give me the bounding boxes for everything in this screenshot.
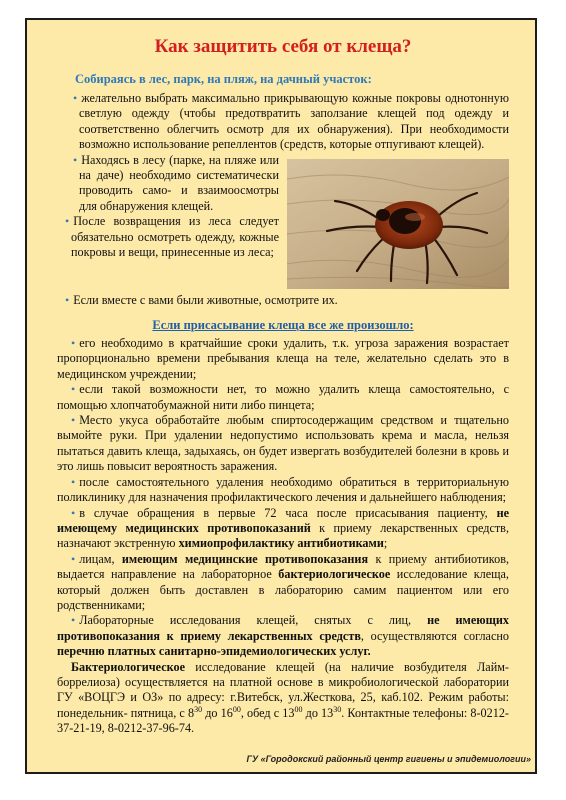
blue-dot-icon: • xyxy=(71,474,76,489)
intro-item-self-check: • Находясь в лесу (парке, на пляже или на даче) необходимо систематически проводить само- и взаимоосмотры для обнаружения клещей. xyxy=(73,152,279,213)
blue-dot-icon: • xyxy=(71,551,76,566)
intro-subtitle: Собираясь в лес, парк, на пляж, на дачный участок: xyxy=(75,72,372,86)
document-content xyxy=(57,36,509,737)
step-lab-referral: • лицам, имеющим медицинские противопоказания к приему антибиотиков, выдается направление на лабораторное бактериологическое исследование клеща, который должен быть доставлен в лабораторию самим пациентом или его родственниками; xyxy=(57,551,509,612)
step-paid-lab: • Лабораторные исследования клещей, снятых с лиц, не имеющих противопоказания к приему лекарственных средств, осуществляются согласно перечню платных санитарно-эпидемиологических услуг. xyxy=(57,613,509,659)
step-remove: • его необходимо в кратчайшие сроки удалить, т.к. угроза заражения возрастает пропорционально времени пребывания клеща на теле, желательно сделать это в медицинском учреждении; xyxy=(57,336,509,381)
blue-dot-icon: • xyxy=(71,505,76,520)
blue-dot-icon: • xyxy=(71,336,76,351)
step-prophylaxis: • в случае обращения в первые 72 часа после присасывания пациенту, не имеющему медицинских противопоказаний к приему лекарственных средств, назначают экстренную химиопрофилактику антибиотиками; xyxy=(57,505,509,551)
blue-dot-icon: • xyxy=(71,382,76,397)
page-title: Как защитить себя от клеща? xyxy=(154,36,412,57)
step-self-remove: • если такой возможности нет, то можно удалить клеща самостоятельно, с помощью хлопчатобумажной нити либо пинцета; xyxy=(57,382,509,412)
document-page xyxy=(25,18,537,774)
blue-dot-icon: • xyxy=(65,214,70,229)
step-clinic: • после самостоятельного удаления необходимо обратиться в территориальную поликлинику для назначения профилактического лечения и дальнейшего наблюдения; xyxy=(57,474,509,505)
section-heading: Если присасывание клеща все же произошло: xyxy=(152,318,414,333)
tick-photo xyxy=(287,159,509,289)
intro-item-after-forest: • После возвращения из леса следует обязательно осмотреть одежду, кожные покровы и вещи, принесенные из леса; xyxy=(65,214,279,260)
step-disinfect: • Место укуса обработайте любым спиртосодержащим средством и тщательно вымойте руки. При удалении недопустимо использовать крема и масла, нельзя пытаться давить клеща, задыхаясь, он будет извергать возбудителей болезни в кровь и это лишь повысит вероятность заражения. xyxy=(57,413,509,474)
blue-dot-icon: • xyxy=(65,292,70,307)
blue-dot-icon: • xyxy=(73,152,78,167)
intro-item-animals: • Если вместе с вами были животные, осмотрите их. xyxy=(65,292,338,307)
blue-dot-icon: • xyxy=(73,91,78,105)
blue-dot-icon: • xyxy=(71,613,76,628)
footer-organization: ГУ «Городокский районный центр гигиены и эпидемиологии» xyxy=(246,754,531,764)
blue-dot-icon: • xyxy=(71,413,76,428)
bacterio-info: Бактериологическое исследование клещей (на наличие возбудителя Лайм-боррелиоза) осуществляется на платной основе в микробиологической лаборатории ГУ «ВОЦГЭ и ОЗ» по адресу: г.Витебск, ул.Жесткова, 25, каб.102. Режим работы: понедельник- пятница, с $8^{30}$ до $16^{00}$, обед с $13^{00}$ до $13^{30}$. Контактные телефоны: 8-0212-37-21-19, 8-0212-37-96-74. xyxy=(57,659,509,736)
intro-item-clothes: • желательно выбрать максимально прикрывающую кожные покровы однотонную светлую одежду (чтобы предотвратить заползание клещей под одежду и соответственно облегчить осмотр для их обнаружения). При необходимости возможно использование репеллентов (средств, которые отпугивают клещей). xyxy=(73,91,509,152)
